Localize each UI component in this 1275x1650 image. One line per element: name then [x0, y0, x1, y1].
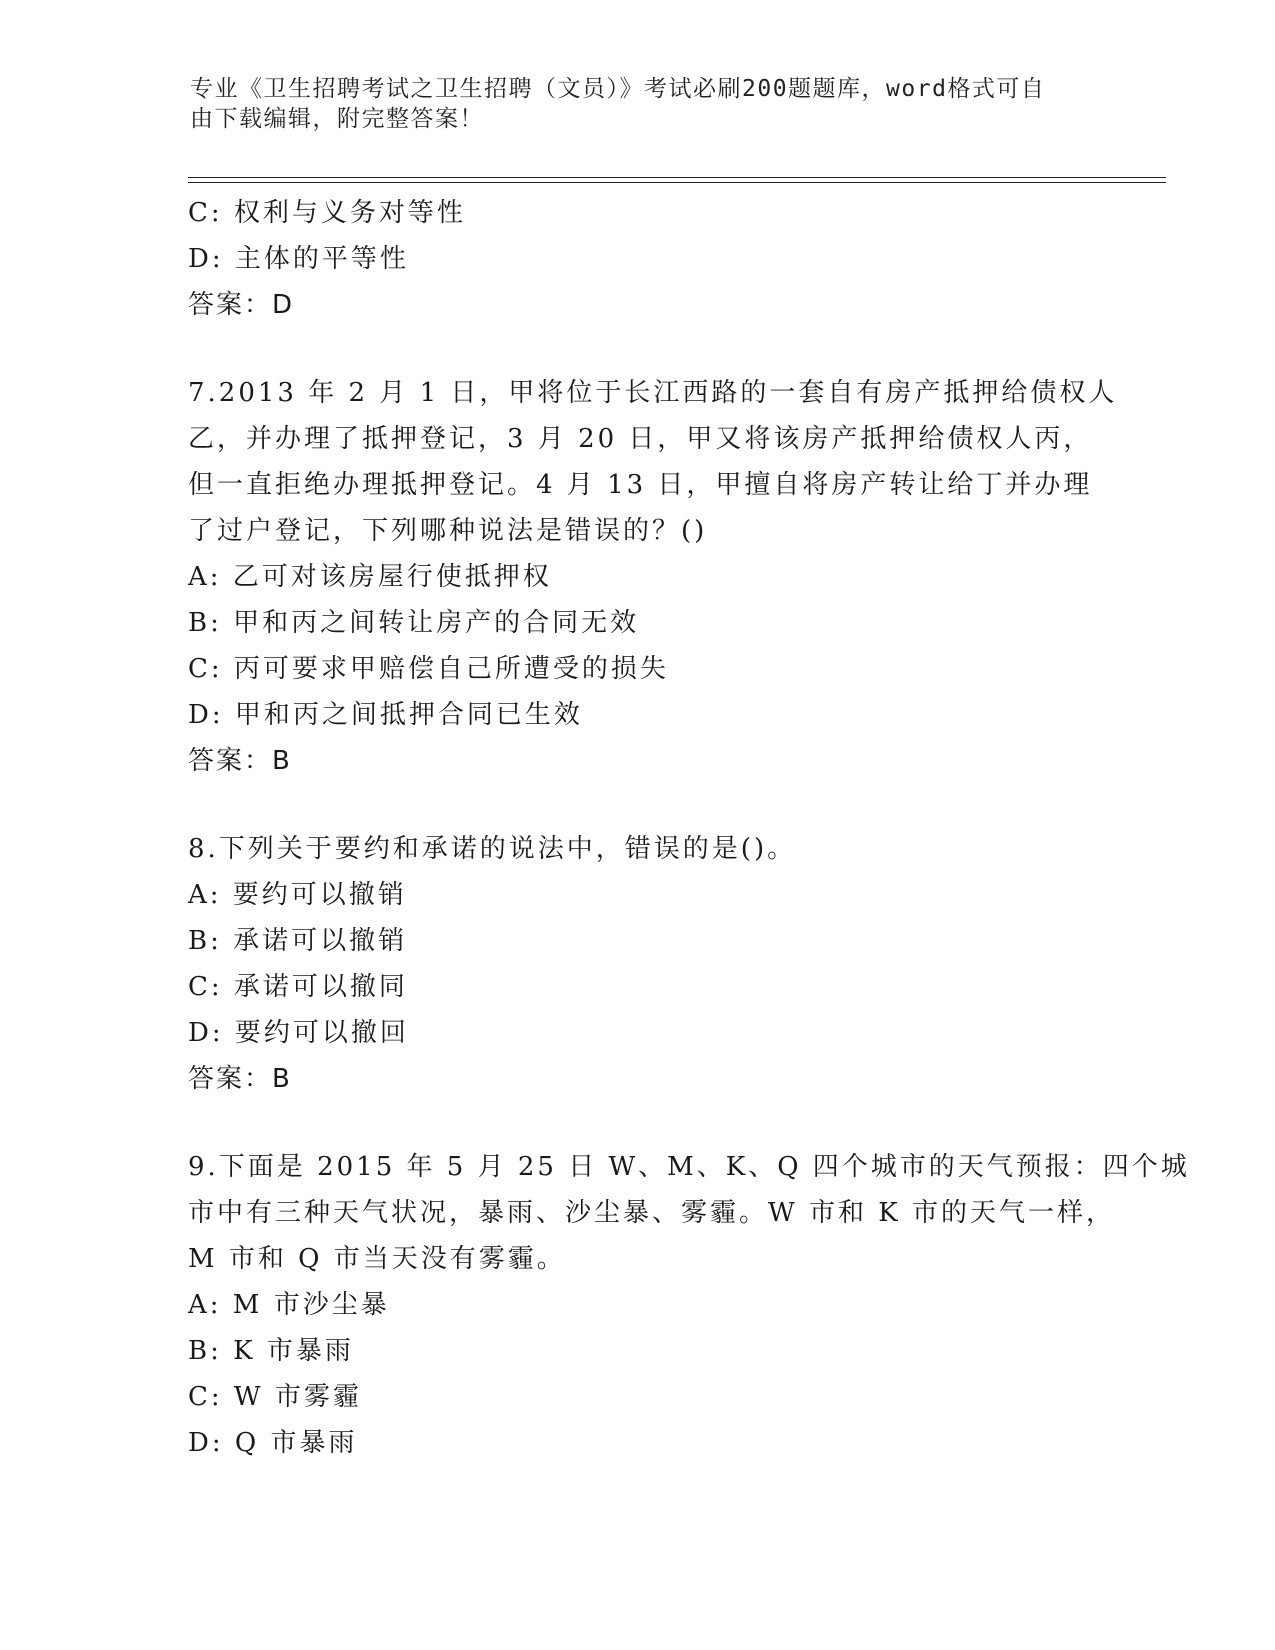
header-line-2: 由下载编辑，附完整答案！: [190, 106, 484, 132]
question-stem-line: M 市和 Q 市当天没有雾霾。: [188, 1244, 566, 1274]
option-c: C: W 市雾霾: [188, 1382, 362, 1412]
option-a: A: 乙可对该房屋行使抵押权: [188, 562, 552, 592]
question-9: [188, 1144, 1190, 1466]
option-b: B: 承诺可以撤销: [188, 926, 408, 956]
option-d: D: Q 市暴雨: [188, 1428, 358, 1458]
answer-line: 答案：D: [188, 290, 295, 320]
header-line-1: 专业《卫生招聘考试之卫生招聘（文员）》考试必刷200题题库，word格式可自: [190, 76, 1046, 102]
spacer: [188, 1102, 1088, 1144]
option-d: D: 要约可以撤回: [188, 1018, 409, 1048]
question-stem-line: 但一直拒绝办理抵押登记。4 月 13 日，甲擅自将房产转让给丁并办理: [188, 470, 1093, 500]
option-d: D: 甲和丙之间抵押合同已生效: [188, 700, 583, 730]
question-stem-line: 了过户登记，下列哪种说法是错误的？(): [188, 516, 708, 546]
option-a: A: 要约可以撤销: [188, 880, 407, 910]
question-stem-line: 市中有三种天气状况，暴雨、沙尘暴、雾霾。W 市和 K 市的天气一样，: [188, 1198, 1115, 1228]
option-c: C: 承诺可以撤同: [188, 972, 408, 1002]
answer-line: 答案：B: [188, 746, 292, 776]
document-body: [188, 190, 1190, 1466]
option-c: C: 权利与义务对等性: [188, 198, 466, 228]
question-8: [188, 826, 1088, 1102]
question-stem-line: 9.下面是 2015 年 5 月 25 日 W、M、K、Q 四个城市的天气预报：四个城: [188, 1152, 1190, 1182]
document-header: [190, 74, 1080, 134]
header-divider-top: [188, 177, 1166, 178]
spacer: [188, 784, 1088, 826]
option-c: C: 丙可要求甲赔偿自己所遭受的损失: [188, 654, 669, 684]
question-stem-line: 8.下列关于要约和承诺的说法中，错误的是()。: [188, 834, 797, 864]
question-stem-line: 7.2013 年 2 月 1 日，甲将位于长江西路的一套自有房产抵押给债权人: [188, 378, 1118, 408]
spacer: [188, 328, 1088, 370]
question-7: [188, 370, 1118, 784]
question-stem-line: 乙，并办理了抵押登记，3 月 20 日，甲又将该房产抵押给债权人丙，: [188, 424, 1093, 454]
option-d: D: 主体的平等性: [188, 244, 409, 274]
question-6-tail: [188, 190, 1088, 328]
option-b: B: 甲和丙之间转让房产的合同无效: [188, 608, 640, 638]
header-divider-bottom: [188, 182, 1166, 183]
answer-line: 答案：B: [188, 1064, 292, 1094]
option-b: B: K 市暴雨: [188, 1336, 354, 1366]
option-a: A: M 市沙尘暴: [188, 1290, 390, 1320]
